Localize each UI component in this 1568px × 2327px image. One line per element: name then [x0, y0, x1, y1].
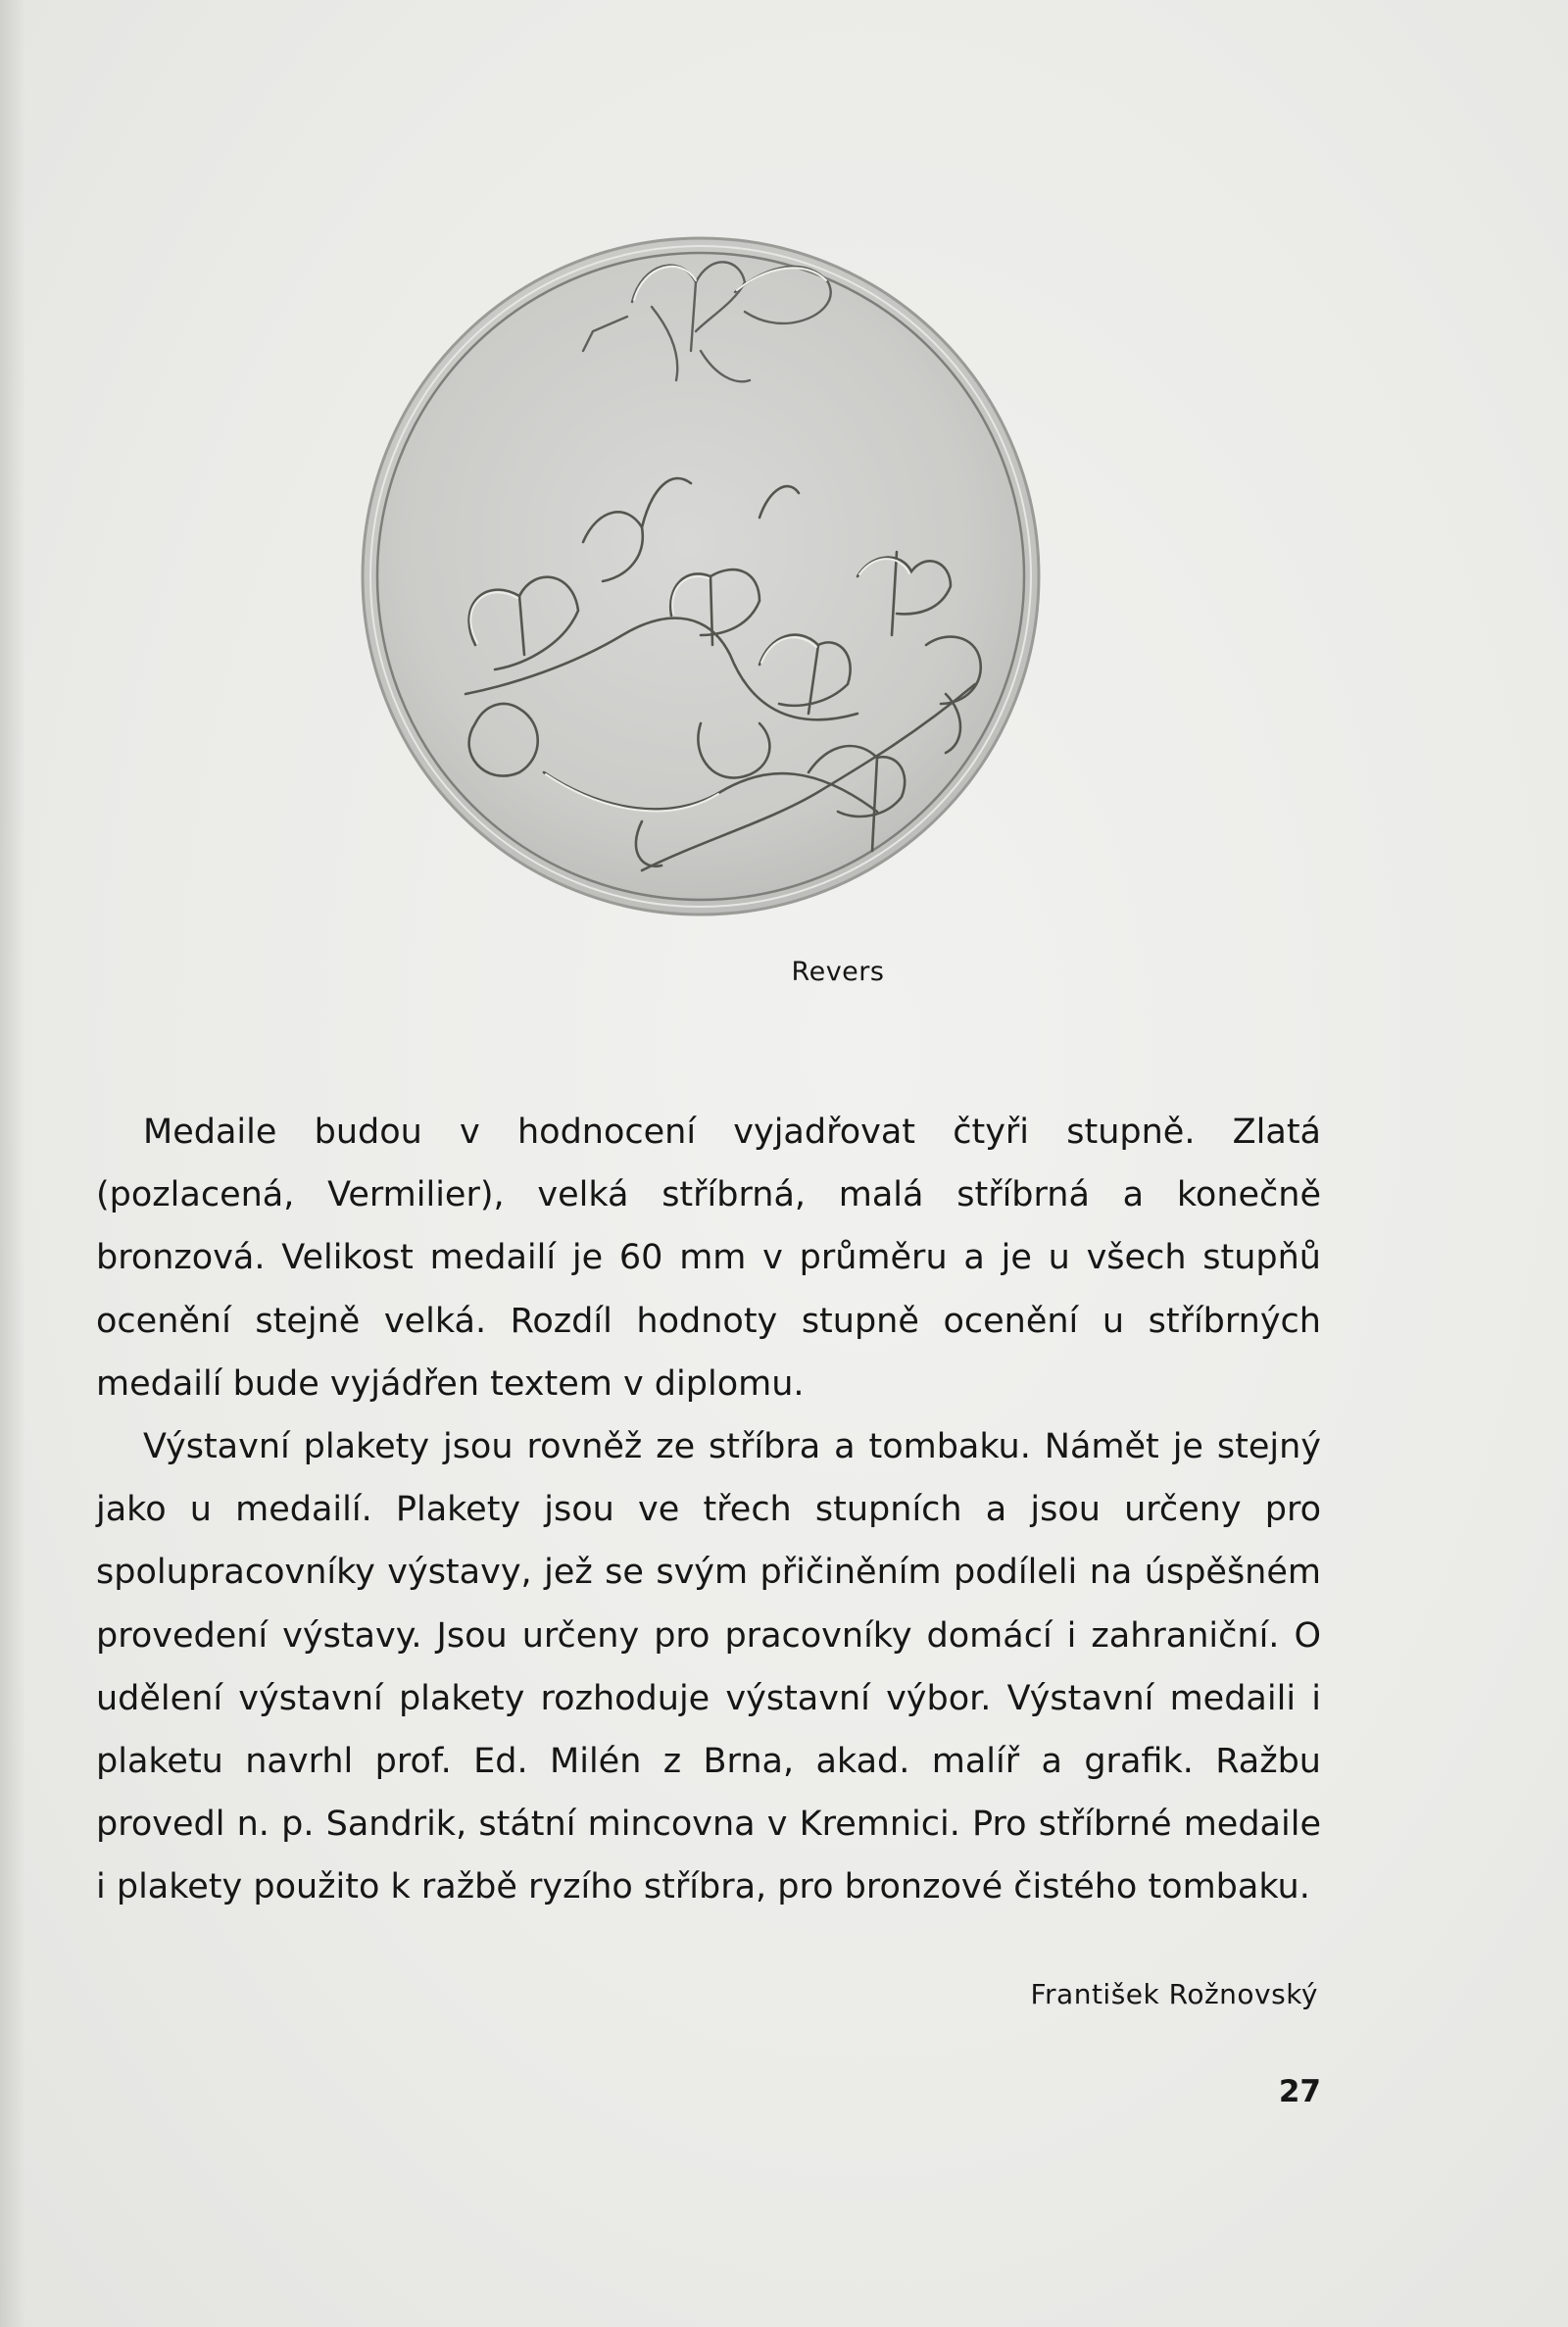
author-signature: František Rožnovský — [1030, 1978, 1318, 2010]
medal-figure — [348, 223, 1054, 929]
article-body — [96, 1101, 1321, 1919]
paragraph-medals: Medaile budou v hodnocení vyjadřovat čtyři stupně. Zlatá (pozlacená, Vermilier), velká stříbrná, malá stříbrná a konečně bronzová. Velikost medailí je 60 mm v průměru a je u všech stupňů ocenění stejně velká. Rozdíl hodnoty stupně ocenění u stříbrných medailí bude vyjádřen textem v diplomu. — [96, 1113, 1321, 1404]
page-number: 27 — [1278, 2074, 1321, 2109]
medal-reverse-image — [348, 223, 1054, 929]
figure-caption: Revers — [791, 957, 885, 987]
paragraph-plaques: Výstavní plakety jsou rovněž ze stříbra a tombaku. Námět je stejný jako u medailí. Plakety jsou ve třech stupních a jsou určeny pro spolupracovníky výstavy, jež se svým přičiněním podíleli na úspěšném provedení výstavy. Jsou určeny pro pracovníky domácí i zahraniční. O udělení výstavní plakety rozhoduje výstavní výbor. Výstavní medaili i plaketu navrhl prof. Ed. Milén z Brna, akad. malíř a grafik. Ražbu provedl n. p. Sandrik, státní mincovna v Kremnici. Pro stříbrné medaile i plakety použito k ražbě ryzího stříbra, pro bronzové čistého tombaku. — [96, 1427, 1321, 1907]
page-gutter-shadow — [0, 0, 25, 2327]
